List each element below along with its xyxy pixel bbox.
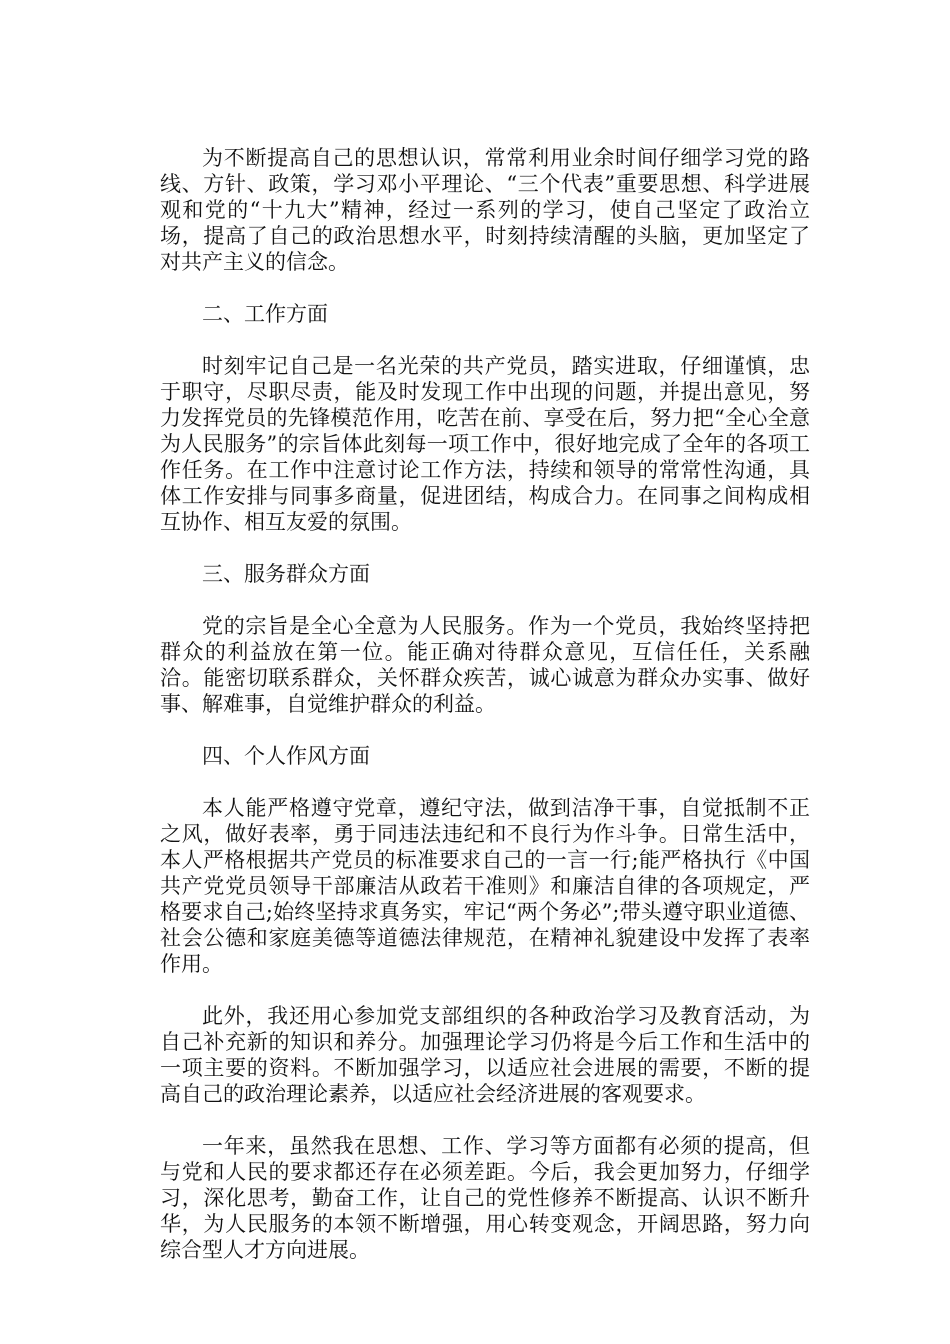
paragraph-personal-style: 本人能严格遵守党章，遵纪守法，做到洁净干事，自觉抵制不正之风，做好表率，勇于同违法违纪和不良行为作斗争。日常生活中，本人严格根据共产党员的标准要求自己的一言一行;能严格执行《中国共产党党员领导干部廉洁从政若干准则》和廉洁自律的各项规定，严格要求自己;始终坚持求真务实，牢记“两个务必”;带头遵守职业道德、社会公德和家庭美德等道德法律规范，在精神礼貌建设中发挥了表率作用。 — [160, 796, 810, 976]
section-heading-work: 二、工作方面 — [202, 302, 328, 326]
section-heading-serving-masses: 三、服务群众方面 — [202, 562, 370, 586]
paragraph-work: 时刻牢记自己是一名光荣的共产党员，踏实进取，仔细谨慎，忠于职守，尽职尽责，能及时发现工作中出现的问题，并提出意见，努力发挥党员的先锋模范作用，吃苦在前、享受在后，努力把“全心全意为人民服务”的宗旨体此刻每一项工作中，很好地完成了全年的各项工作任务。在工作中注意讨论工作方法，持续和领导的常常性沟通，具体工作安排与同事多商量，促进团结，构成合力。在同事之间构成相互协作、相互友爱的氛围。 — [160, 354, 810, 534]
paragraph-serving-masses: 党的宗旨是全心全意为人民服务。作为一个党员，我始终坚持把群众的利益放在第一位。能正确对待群众意见，互信任任，关系融洽。能密切联系群众，关怀群众疾苦，诚心诚意为群众办实事、做好事、解难事，自觉维护群众的利益。 — [160, 614, 810, 716]
section-heading-personal-style: 四、个人作风方面 — [202, 744, 370, 768]
document-body — [160, 145, 810, 1289]
paragraph-political-study: 为不断提高自己的思想认识，常常利用业余时间仔细学习党的路线、方针、政策，学习邓小平理论、“三个代表”重要思想、科学进展观和党的“十九大”精神，经过一系列的学习，使自己坚定了政治立场，提高了自己的政治思想水平，时刻持续清醒的头脑，更加坚定了对共产主义的信念。 — [160, 146, 810, 274]
paragraph-conclusion: 一年来，虽然我在思想、工作、学习等方面都有必须的提高，但与党和人民的要求都还存在必须差距。今后，我会更加努力，仔细学习，深化思考，勤奋工作，让自己的党性修养不断提高、认识不断升华，为人民服务的本领不断增强，用心转变观念，开阔思路，努力向综合型人才方向进展。 — [160, 1134, 810, 1262]
paragraph-further-study: 此外，我还用心参加党支部组织的各种政治学习及教育活动，为自己补充新的知识和养分。加强理论学习仍将是今后工作和生活中的一项主要的资料。不断加强学习，以适应社会进展的需要，不断的提高自己的政治理论素养，以适应社会经济进展的客观要求。 — [160, 1004, 810, 1106]
